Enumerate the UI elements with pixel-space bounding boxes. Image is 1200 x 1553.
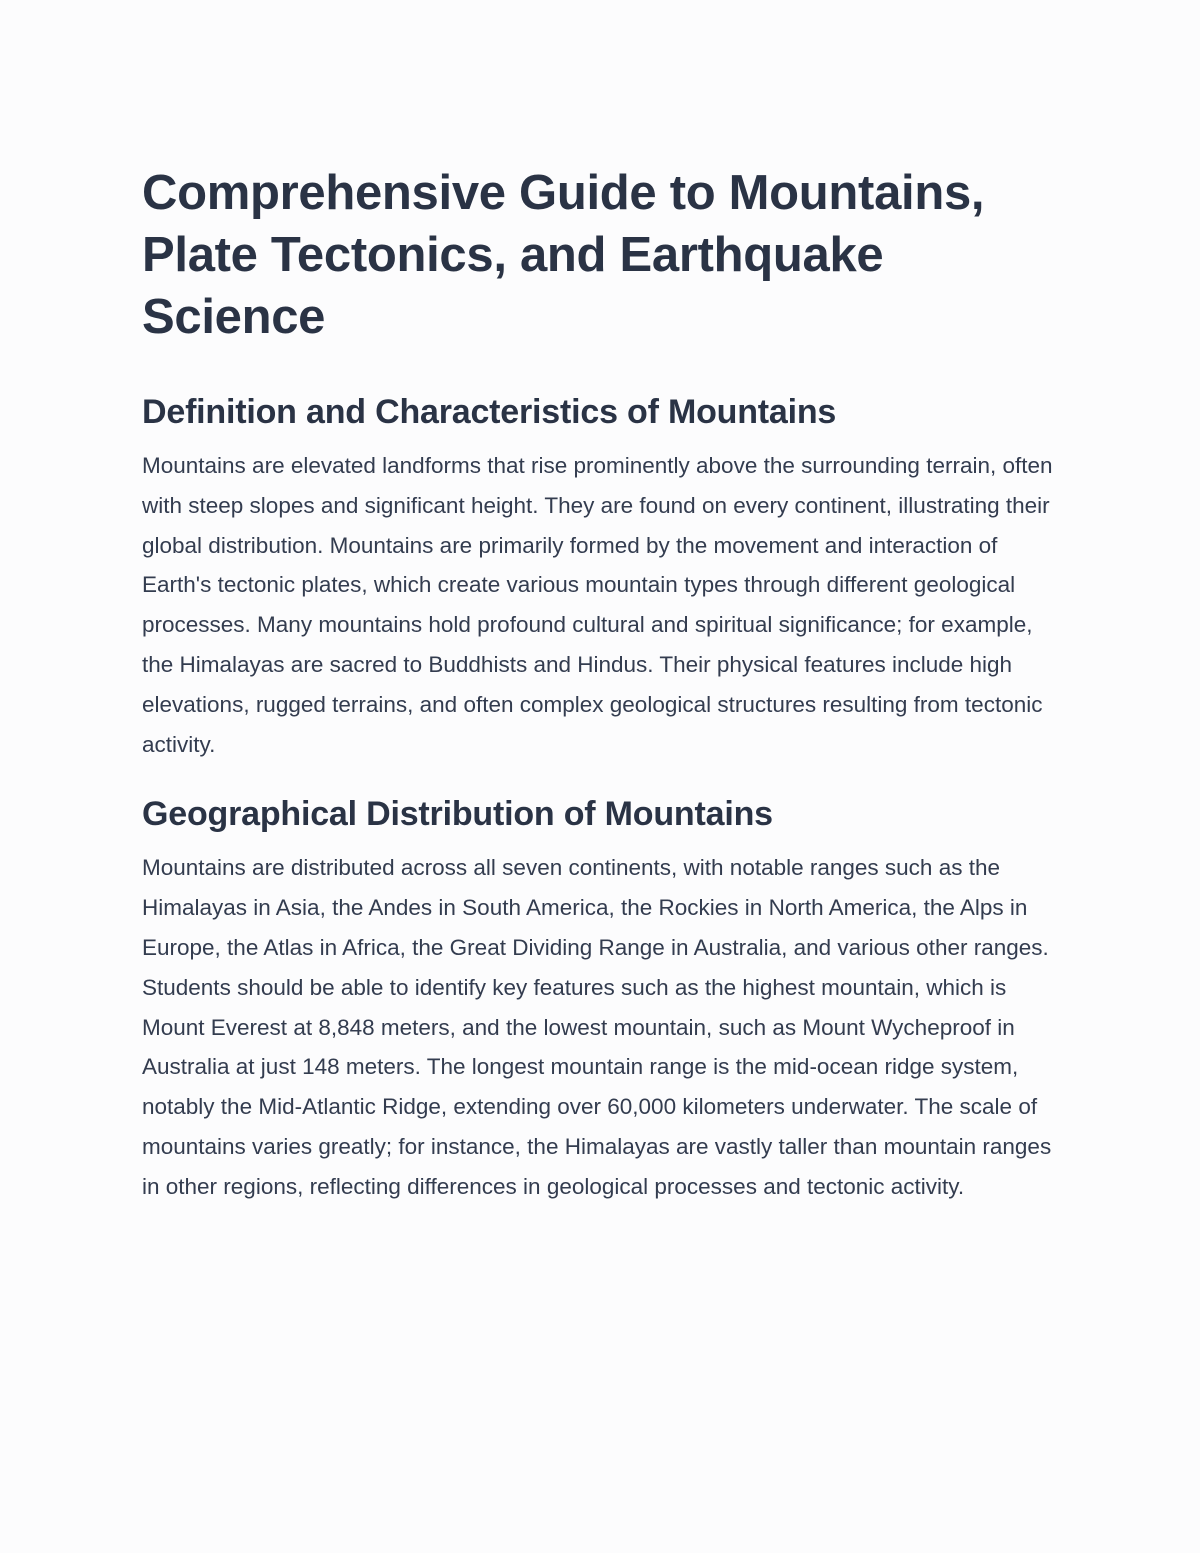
section-heading-distribution: Geographical Distribution of Mountains [142,795,773,834]
document-page [142,162,1062,1207]
section-body-distribution: Mountains are distributed across all seven continents, with notable ranges such as the Himalayas in Asia, the Andes in South America, the Rockies in North America, the Alps in Europe, the Atlas in Africa, the Great Dividing Range in Australia, and various other ranges. Students should be able to identify key features such as the highest mountain, which is Mount Everest at 8,848 meters, and the lowest mountain, such as Mount Wycheproof in Australia at just 148 meters. The longest mountain range is the mid-ocean ridge system, notably the Mid-Atlantic Ridge, extending over 60,000 kilometers underwater. The scale of mountains varies greatly; for instance, the Himalayas are vastly taller than mountain ranges in other regions, reflecting differences in geological processes and tectonic activity. [142,855,1052,1199]
document-title: Comprehensive Guide to Mountains, Plate Tectonics, and Earthquake Science [142,166,985,344]
section-definition [142,390,1062,764]
section-heading-definition: Definition and Characteristics of Mountains [142,393,837,431]
section-distribution [142,792,1062,1206]
section-body-definition: Mountains are elevated landforms that rise prominently above the surrounding terrain, often with steep slopes and significant height. They are found on every continent, illustrating their global distribution. Mountains are primarily formed by the movement and interaction of Earth's tectonic plates, which create various mountain types through different geological processes. Many mountains hold profound cultural and spiritual significance; for example, the Himalayas are sacred to Buddhists and Hindus. Their physical features include high elevations, rugged terrains, and often complex geological structures resulting from tectonic activity. [142,453,1053,757]
